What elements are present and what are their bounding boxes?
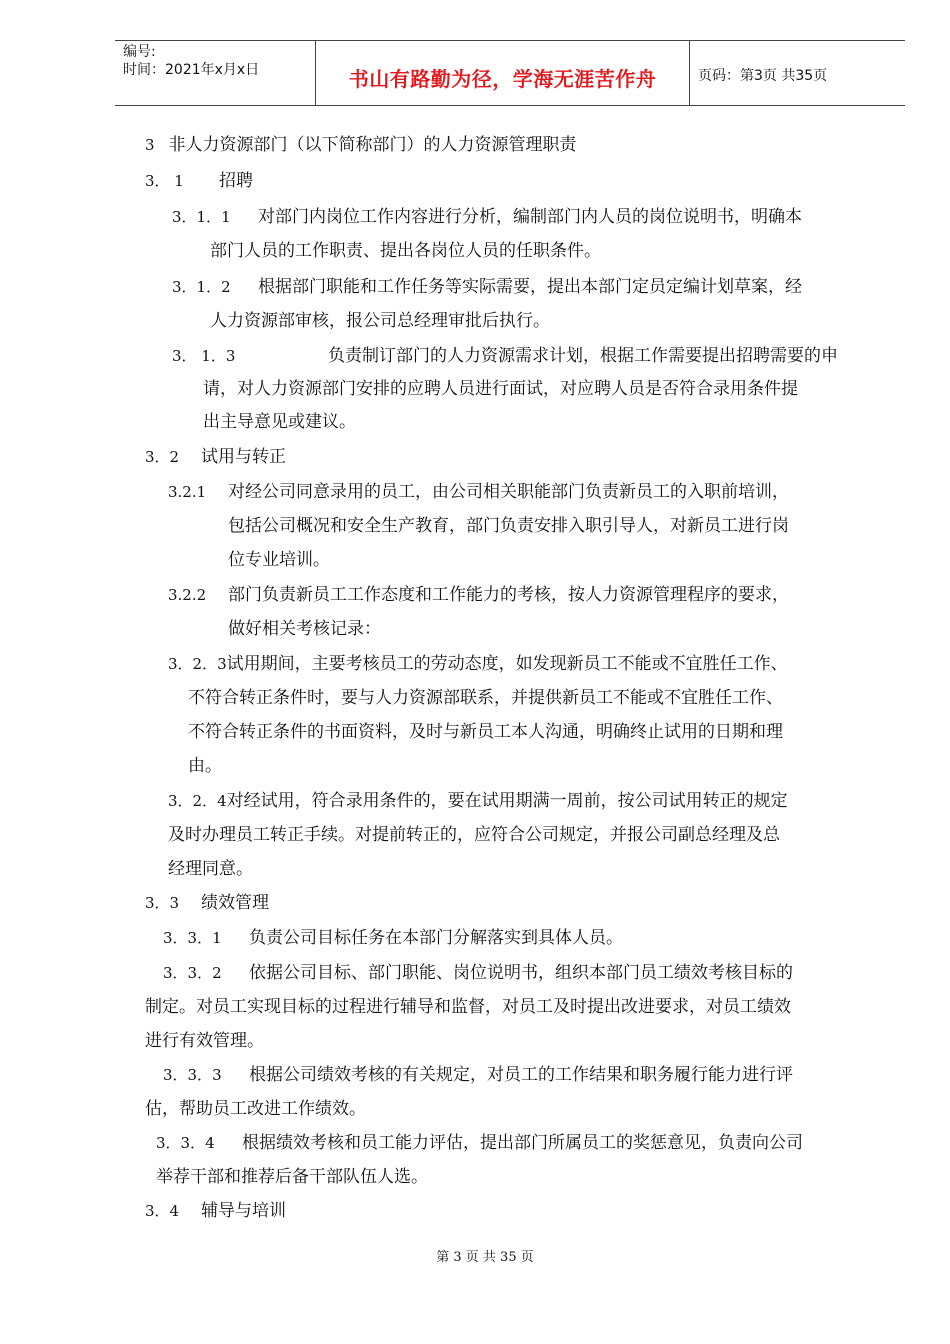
- paragraph-line: 请，对人力资源部门安排的应聘人员进行面试，对应聘人员是否符合录用条件提: [203, 379, 798, 399]
- paragraph-line: 试用期间，主要考核员工的劳动态度，如发现新员工不能或不宜胜任工作、: [226, 654, 788, 674]
- header-info-cell: [115, 41, 315, 105]
- section-heading: [145, 128, 577, 162]
- paragraph-line: 对经试用，符合录用条件的，要在试用期满一周前，按公司试用转正的规定: [226, 791, 788, 811]
- section-text: 招聘: [219, 171, 253, 191]
- clause-number: 3． 1．3: [172, 347, 236, 365]
- paragraph-line: 由。: [188, 756, 222, 776]
- clause-number: 3．2．4: [168, 792, 227, 810]
- paragraph-line: 位专业培训。: [228, 550, 330, 570]
- clause-paragraph: [163, 956, 793, 990]
- paragraph-line: 依据公司目标、部门职能、岗位说明书，组织本部门员工绩效考核目标的: [249, 963, 793, 983]
- paragraph-line: 估，帮助员工改进工作绩效。: [145, 1099, 366, 1119]
- section-text: 试用与转正: [201, 447, 286, 467]
- paragraph-line: 包括公司概况和安全生产教育，部门负责安排入职引导人，对新员工进行岗: [228, 516, 789, 536]
- paragraph-line: 负责制订部门的人力资源需求计划，根据工作需要提出招聘需要的申: [328, 346, 838, 366]
- clause-number: 3.2.1: [168, 483, 207, 501]
- paragraph-line: 进行有效管理。: [145, 1031, 264, 1051]
- subsection-heading: [145, 1194, 286, 1228]
- section-text: 非人力资源部门（以下简称部门）的人力资源管理职责: [168, 135, 577, 155]
- document-time-label: 时间：2021年x月x日: [123, 62, 260, 78]
- clause-number: 3．1．1: [172, 208, 231, 226]
- paragraph-line: 部门人员的工作职责、提出各岗位人员的任职条件。: [210, 241, 601, 261]
- clause-paragraph: [168, 784, 788, 818]
- paragraph-line: 负责公司目标任务在本部门分解落实到具体人员。: [249, 928, 623, 948]
- clause-paragraph: [172, 200, 802, 234]
- paragraph-line: 出主导意见或建议。: [203, 412, 356, 432]
- section-text: 绩效管理: [201, 893, 269, 913]
- section-number: 3． 1: [145, 172, 184, 190]
- section-number: 3．3: [145, 894, 180, 912]
- clause-number: 3．1．2: [172, 278, 231, 296]
- clause-number: 3．3．2: [163, 964, 222, 982]
- document-code-label: 编号:: [123, 44, 156, 60]
- paragraph-line: 不符合转正条件的书面资料，及时与新员工本人沟通，明确终止试用的日期和理: [188, 722, 783, 742]
- paragraph-line: 根据部门职能和工作任务等实际需要，提出本部门定员定编计划草案，经: [258, 277, 802, 297]
- page-footer: 第 3 页 共 35 页: [436, 1250, 534, 1265]
- header-page-number: 页码：第3页 共35页: [698, 68, 828, 84]
- page-header: [115, 40, 905, 106]
- section-number: 3．2: [145, 448, 180, 466]
- clause-paragraph: [163, 1058, 793, 1092]
- clause-paragraph: [168, 475, 789, 509]
- section-number: 3: [145, 136, 155, 154]
- paragraph-line: 不符合转正条件时，要与人力资源部联系，并提供新员工不能或不宜胜任工作、: [188, 688, 783, 708]
- paragraph-line: 人力资源部审核，报公司总经理审批后执行。: [210, 311, 550, 331]
- paragraph-line: 举荐干部和推荐后备干部队伍人选。: [156, 1167, 428, 1187]
- clause-number: 3．3．4: [156, 1134, 215, 1152]
- header-motto-cell: [315, 41, 690, 105]
- subsection-heading: [145, 440, 286, 474]
- clause-paragraph: [172, 339, 838, 373]
- paragraph-line: 经理同意。: [168, 859, 253, 879]
- clause-paragraph: [172, 270, 802, 304]
- paragraph-line: 及时办理员工转正手续。对提前转正的，应符合公司规定，并报公司副总经理及总: [168, 825, 780, 845]
- clause-number: 3．3．1: [163, 929, 222, 947]
- subsection-heading: [145, 164, 253, 198]
- paragraph-line: 对部门内岗位工作内容进行分析，编制部门内人员的岗位说明书，明确本: [258, 207, 802, 227]
- header-motto: 书山有路勤为径，学海无涯苦作舟: [348, 67, 657, 91]
- clause-paragraph: [168, 647, 788, 681]
- subsection-heading: [145, 886, 269, 920]
- section-text: 辅导与培训: [201, 1201, 286, 1221]
- section-number: 3．4: [145, 1202, 180, 1220]
- paragraph-line: 根据绩效考核和员工能力评估，提出部门所属员工的奖惩意见，负责向公司: [242, 1133, 803, 1153]
- clause-number: 3．3．3: [163, 1066, 222, 1084]
- clause-number: 3．2．3: [168, 655, 227, 673]
- header-page-cell: [690, 41, 905, 105]
- clause-paragraph: [156, 1126, 803, 1160]
- paragraph-line: 制定。对员工实现目标的过程进行辅导和监督，对员工及时提出改进要求，对员工绩效: [145, 997, 791, 1017]
- paragraph-line: 部门负责新员工工作态度和工作能力的考核，按人力资源管理程序的要求，: [228, 585, 789, 605]
- paragraph-line: 做好相关考核记录：: [228, 619, 381, 639]
- clause-paragraph: [168, 578, 789, 612]
- paragraph-line: 根据公司绩效考核的有关规定，对员工的工作结果和职务履行能力进行评: [249, 1065, 793, 1085]
- paragraph-line: 对经公司同意录用的员工，由公司相关职能部门负责新员工的入职前培训，: [228, 482, 789, 502]
- clause-paragraph: [163, 921, 623, 955]
- clause-number: 3.2.2: [168, 586, 207, 604]
